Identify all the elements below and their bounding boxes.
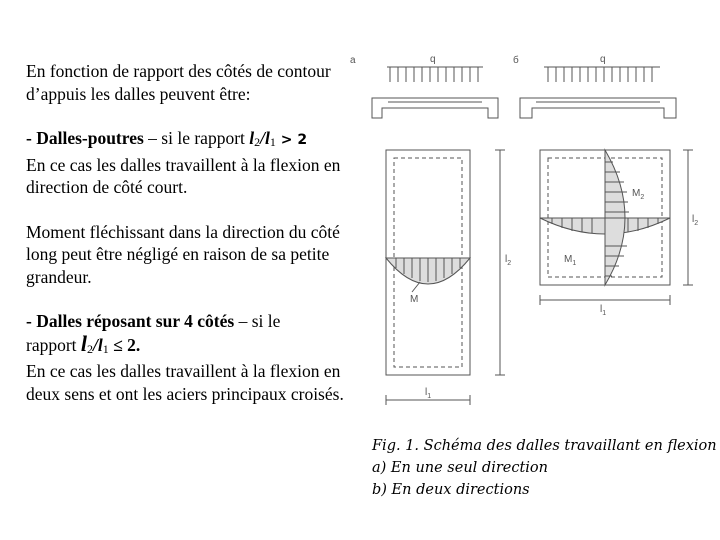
section1-body: En ce cas les dalles travaillent à la flexion en direction de côté court. bbox=[26, 154, 341, 197]
section3-dash: – si le bbox=[234, 311, 281, 331]
ratio-l1-sub: 1 bbox=[269, 135, 276, 149]
ratio3-l: l bbox=[80, 330, 88, 356]
label-M2: $M_2$ bbox=[632, 188, 645, 201]
label-b: б bbox=[513, 55, 519, 66]
ratio-slash: /l bbox=[260, 128, 270, 148]
label-q2: q bbox=[600, 54, 606, 65]
intro-paragraph: En fonction de rapport des côtés de contour d’appuis les dalles peuvent être: bbox=[26, 61, 331, 104]
ratio3-l1-sub: 1 bbox=[102, 341, 109, 356]
beam-section-b bbox=[520, 98, 676, 118]
section2-body: Moment fléchissant dans la direction du côté long peut être négligé en raison de sa petite grandeur. bbox=[26, 221, 340, 287]
beam-section-a bbox=[372, 98, 498, 118]
section-dash: – si le rapport bbox=[143, 128, 250, 148]
label-l2-a: $l_2$ bbox=[505, 254, 512, 267]
label-l1-b: $l_1$ bbox=[600, 304, 607, 317]
figure-caption bbox=[372, 435, 717, 501]
figure-b bbox=[513, 54, 698, 317]
section3-body: En ce cas les dalles travaillent à la flexion en deux sens et ont les aciers principaux croisés. bbox=[26, 361, 344, 404]
load-arrows-b bbox=[548, 67, 652, 82]
label-a: a bbox=[350, 55, 356, 66]
caption-title: Fig. 1. Schéma des dalles travaillant en flexion bbox=[372, 438, 717, 454]
caption-a: a) En une seul direction bbox=[372, 460, 549, 476]
ratio-tail: > 2 bbox=[275, 132, 308, 148]
figure-a bbox=[350, 54, 511, 405]
ratio3-l-sub: 2 bbox=[87, 341, 94, 356]
load-arrows-a bbox=[390, 67, 478, 82]
section3-word: rapport bbox=[26, 334, 81, 355]
label-q1: q bbox=[430, 54, 436, 65]
label-l1-a: $l_1$ bbox=[425, 387, 432, 400]
section3-lead: - Dalles réposant sur 4 côtés bbox=[26, 311, 235, 331]
caption-b: b) En deux directions bbox=[372, 482, 530, 498]
ratio-l-sub: 2 bbox=[254, 135, 261, 149]
label-M: M bbox=[410, 294, 419, 305]
section-lead: - Dalles-poutres bbox=[26, 128, 144, 148]
ratio3-slash: /l bbox=[93, 334, 103, 355]
ratio-l: l bbox=[249, 128, 255, 148]
ratio3-tail: ≤ 2. bbox=[108, 334, 141, 355]
label-M1: $M_1$ bbox=[564, 254, 577, 267]
label-l2-b: $l_2$ bbox=[692, 214, 699, 227]
